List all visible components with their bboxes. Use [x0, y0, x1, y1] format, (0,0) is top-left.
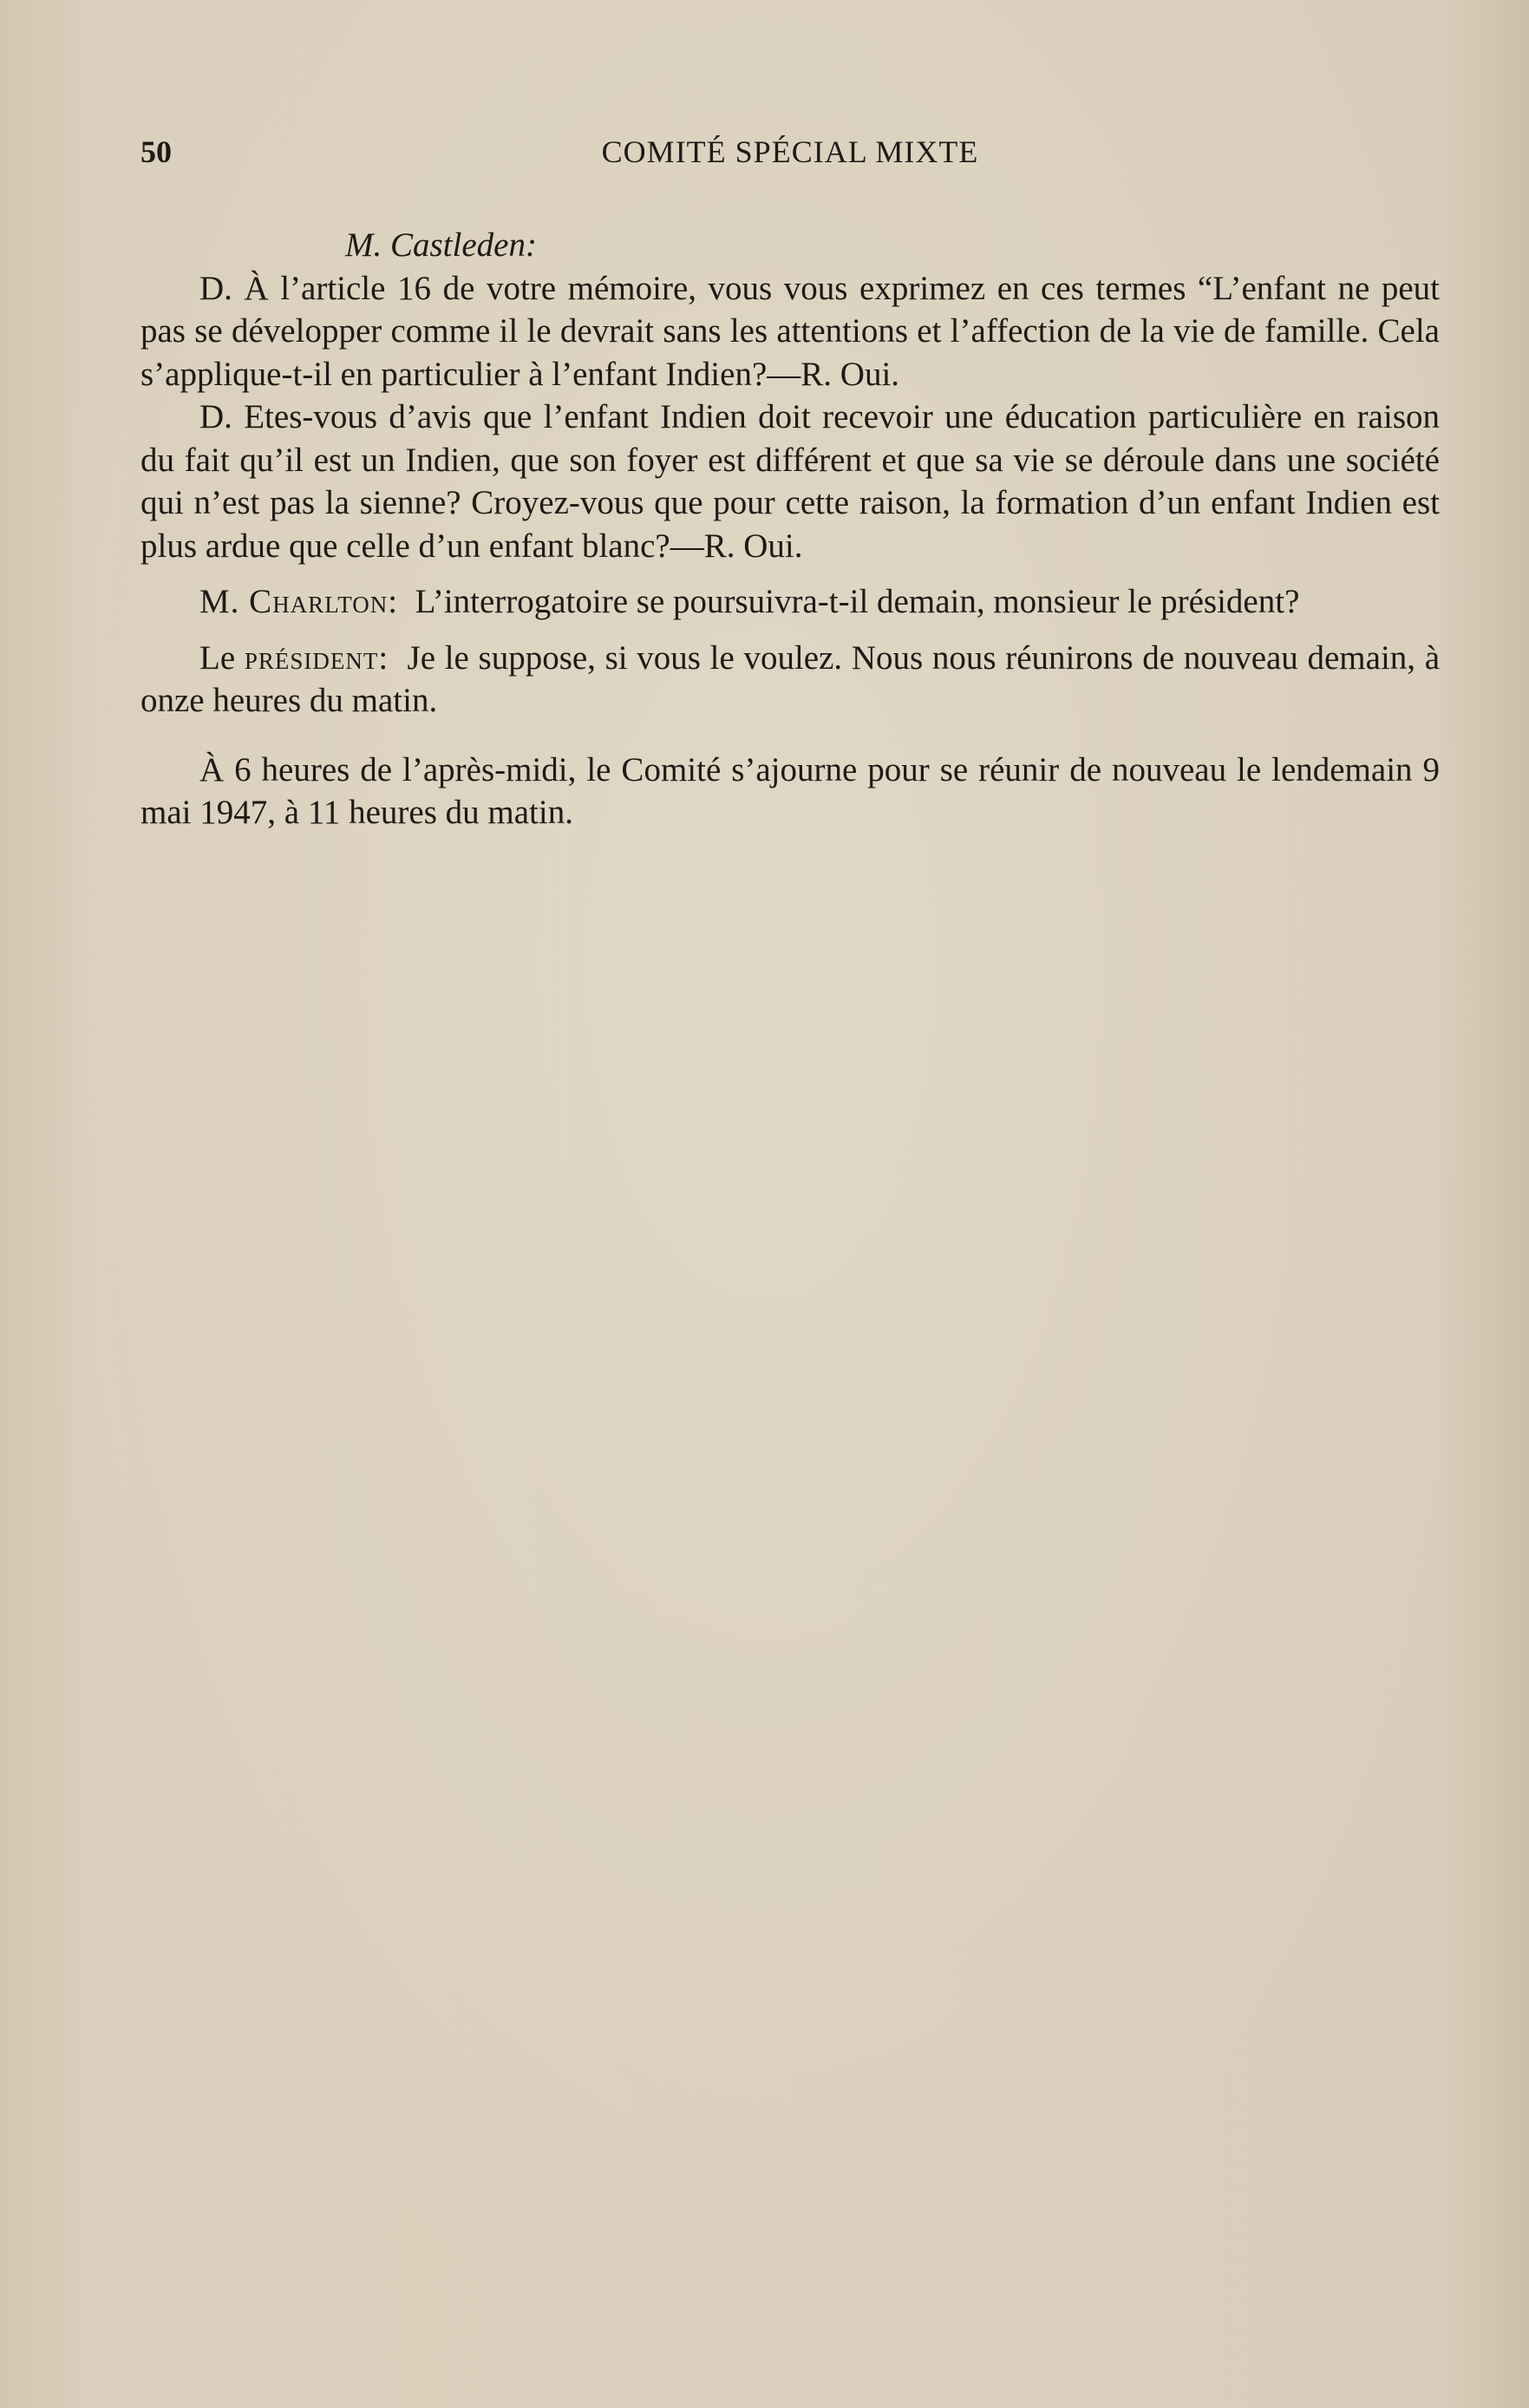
- speaker-heading-castleden: M. Castleden:: [345, 226, 537, 264]
- speech-text-charlton: L’interrogatoire se poursuivra-t-il demain, monsieur le président?: [415, 583, 1300, 620]
- body-text: [140, 224, 1440, 834]
- speech-paragraph-charlton: [140, 580, 1440, 624]
- page-header: [140, 130, 1440, 173]
- page-number: 50: [140, 134, 172, 169]
- adjournment-paragraph: À 6 heures de l’après-midi, le Comité s’ajourne pour se réunir de nouveau le lendemain 9 mai 1947, à 11 heures du matin.: [140, 750, 1440, 831]
- speaker-prefix-president: Le: [199, 638, 236, 677]
- running-title: COMITÉ SPÉCIAL MIXTE: [601, 134, 979, 169]
- speech-paragraph-president: [140, 637, 1440, 723]
- speaker-name-president: président:: [244, 638, 389, 677]
- speaker-name-charlton: M. Charlton:: [199, 583, 399, 620]
- question-paragraph-2: D. Etes-vous d’avis que l’enfant Indien doit recevoir une éducation particulière en raison du fait qu’il est un Indien, que son foyer est différent et que sa vie se déroule dans une société qui n’est pas la sienne? Croyez-vous que pour cette raison, la formation d’un enfant Indien est plus ardue que celle d’un enfant blanc?—R. Oui.: [140, 398, 1440, 565]
- question-paragraph-1: D. À l’article 16 de votre mémoire, vous vous exprimez en ces termes “L’enfant ne peut pas se développer comme il le devrait sans les attentions et l’affection de la vie de famille. Cela s’applique-t-il en particulier à l’enfant Indien?—R. Oui.: [140, 269, 1440, 393]
- speech-text-president: Je le suppose, si vous le voulez. Nous nous réunirons de nouveau demain, à onze heures du matin.: [140, 638, 1441, 719]
